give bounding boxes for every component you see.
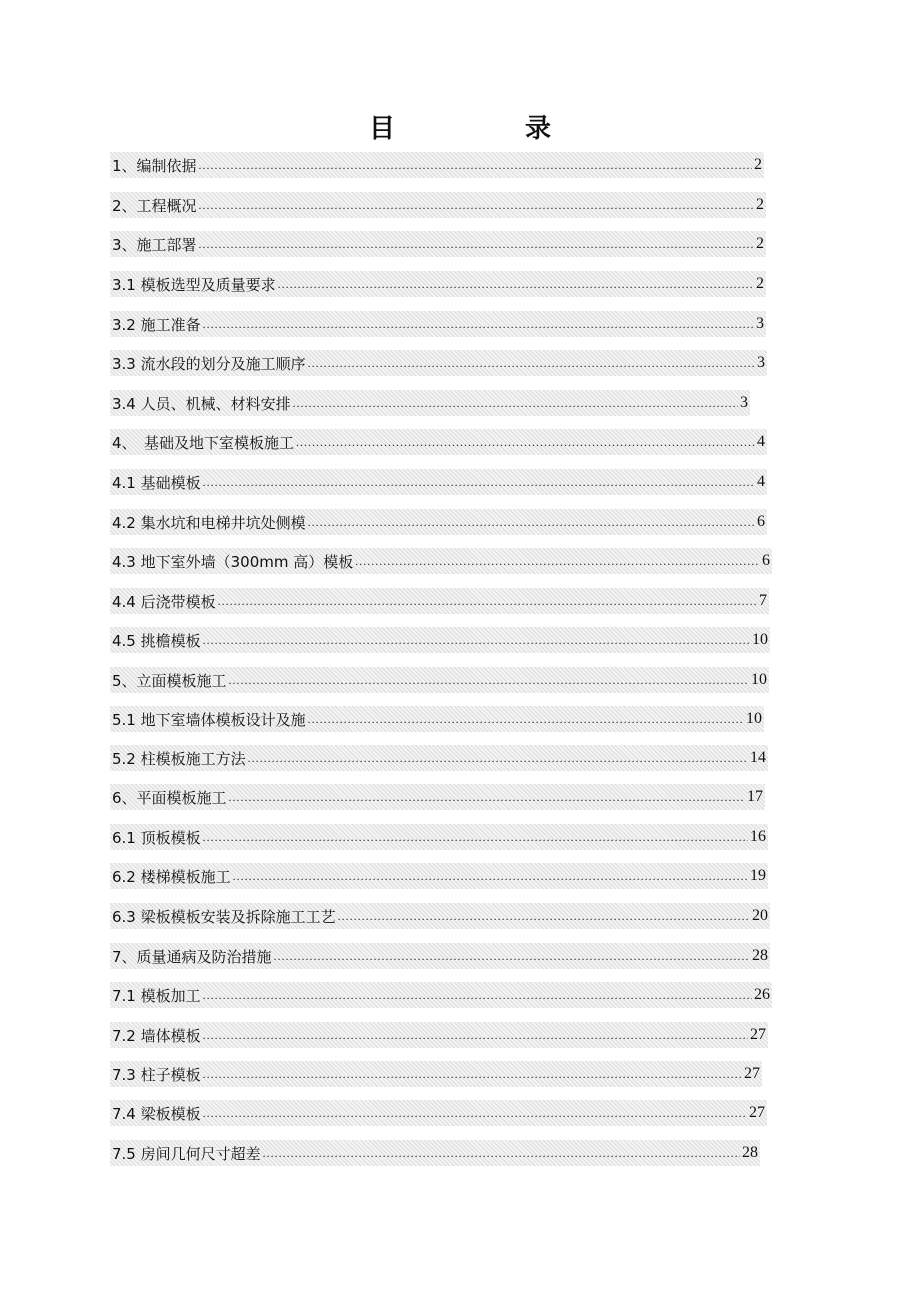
toc-entry-label: 7.5 房间几何尺寸超差 <box>112 1144 261 1163</box>
toc-entry[interactable] <box>110 192 766 218</box>
toc-entry-label: 2、工程概况 <box>112 196 197 215</box>
toc-dot-leader <box>203 1028 748 1048</box>
toc-entry-page-number: 4 <box>757 433 765 450</box>
toc-entry-page-number: 2 <box>756 275 764 292</box>
toc-entry-page-number: 6 <box>762 552 770 569</box>
toc-dot-leader <box>274 949 750 969</box>
toc-entry-label: 5.2 柱模板施工方法 <box>112 749 246 768</box>
toc-entry-label: 3、施工部署 <box>112 235 197 254</box>
toc-entry-page-number: 27 <box>744 1065 760 1082</box>
toc-dot-leader <box>203 1106 747 1126</box>
toc-dot-leader <box>203 317 754 337</box>
toc-entry[interactable] <box>110 350 767 376</box>
toc-dot-leader <box>355 554 760 574</box>
toc-entry[interactable] <box>110 943 770 969</box>
toc-entry[interactable] <box>110 863 768 889</box>
toc-entry-label: 7、质量通病及防治措施 <box>112 947 272 966</box>
toc-entry-label: 4.2 集水坑和电梯井坑处侧模 <box>112 513 306 532</box>
toc-entry[interactable] <box>110 627 770 653</box>
toc-entry[interactable] <box>110 1140 760 1166</box>
toc-dot-leader <box>308 356 755 376</box>
toc-entry-page-number: 20 <box>752 907 768 924</box>
toc-entry[interactable] <box>110 271 766 297</box>
toc-entry-page-number: 19 <box>750 867 766 884</box>
toc-entry[interactable] <box>110 982 772 1008</box>
toc-entry-label: 4、 基础及地下室模板施工 <box>112 433 295 452</box>
toc-entry-page-number: 27 <box>750 1026 766 1043</box>
toc-entry-page-number: 28 <box>752 947 768 964</box>
toc-dot-leader <box>199 198 754 218</box>
toc-dot-leader <box>263 1146 740 1166</box>
toc-entry[interactable] <box>110 784 765 810</box>
toc-entry-label: 4.1 基础模板 <box>112 473 201 492</box>
toc-dot-leader <box>293 396 738 416</box>
toc-entry[interactable] <box>110 469 767 495</box>
toc-entry[interactable] <box>110 903 770 929</box>
toc-dot-leader <box>338 909 750 929</box>
toc-entry-label: 6、平面模板施工 <box>112 788 227 807</box>
toc-entry-label: 3.2 施工准备 <box>112 315 201 334</box>
toc-entry-page-number: 17 <box>747 788 763 805</box>
toc-entry-page-number: 4 <box>757 473 765 490</box>
toc-entry[interactable] <box>110 588 769 614</box>
toc-entry[interactable] <box>110 509 767 535</box>
toc-entry[interactable] <box>110 1022 768 1048</box>
toc-entry-page-number: 2 <box>754 156 762 173</box>
toc-entry-label: 7.4 梁板模板 <box>112 1104 201 1123</box>
toc-dot-leader <box>203 988 752 1008</box>
toc-entry-label: 7.1 模板加工 <box>112 986 201 1005</box>
toc-entry-page-number: 2 <box>756 235 764 252</box>
toc-entry-page-number: 14 <box>750 749 766 766</box>
toc-dot-leader <box>248 751 748 771</box>
toc-entry-page-number: 10 <box>751 671 767 688</box>
toc-entry-page-number: 28 <box>742 1144 758 1161</box>
toc-dot-leader <box>308 712 744 732</box>
toc-entry-page-number: 27 <box>749 1104 765 1121</box>
toc-entry[interactable] <box>110 667 769 693</box>
toc-entry-label: 4.4 后浇带模板 <box>112 592 216 611</box>
toc-entry-label: 4.3 地下室外墙（300mm 高）模板 <box>112 552 354 571</box>
toc-entry[interactable] <box>110 824 768 850</box>
toc-dot-leader <box>199 158 752 178</box>
toc-entry-page-number: 3 <box>756 315 764 332</box>
toc-dot-leader <box>278 277 754 297</box>
toc-entry-label: 7.3 柱子模板 <box>112 1065 201 1084</box>
toc-entry-label: 3.1 模板选型及质量要求 <box>112 275 276 294</box>
toc-entry[interactable] <box>110 311 766 337</box>
toc-dot-leader <box>203 1067 742 1087</box>
toc-entry-label: 1、编制依据 <box>112 156 197 175</box>
toc-entry-label: 4.5 挑檐模板 <box>112 631 201 650</box>
toc-entry-page-number: 2 <box>756 196 764 213</box>
toc-entry-page-number: 3 <box>740 394 748 411</box>
toc-entry-label: 6.3 梁板模板安装及拆除施工工艺 <box>112 907 336 926</box>
toc-dot-leader <box>229 790 745 810</box>
toc-entry[interactable] <box>110 390 750 416</box>
toc-entry-page-number: 16 <box>750 828 766 845</box>
toc-dot-leader <box>229 673 749 693</box>
toc-entry[interactable] <box>110 1100 767 1126</box>
toc-entry-label: 3.4 人员、机械、材料安排 <box>112 394 291 413</box>
toc-dot-leader <box>296 435 755 455</box>
toc-entry[interactable] <box>110 745 768 771</box>
toc-entry-page-number: 3 <box>757 354 765 371</box>
toc-dot-leader <box>218 594 757 614</box>
toc-entry-page-number: 7 <box>759 592 767 609</box>
toc-entry[interactable] <box>110 429 767 455</box>
toc-dot-leader <box>203 830 748 850</box>
toc-entry-label: 5.1 地下室墙体模板设计及施 <box>112 710 306 729</box>
toc-entry-label: 3.3 流水段的划分及施工顺序 <box>112 354 306 373</box>
toc-entry-label: 6.2 楼梯模板施工 <box>112 867 231 886</box>
toc-dot-leader <box>308 515 755 535</box>
toc-dot-leader <box>203 475 755 495</box>
toc-entry[interactable] <box>110 548 772 574</box>
toc-entry[interactable] <box>110 152 764 178</box>
toc-entry[interactable] <box>110 1061 762 1087</box>
toc-entry-page-number: 26 <box>754 986 770 1003</box>
toc-entry-page-number: 6 <box>757 513 765 530</box>
toc-entry[interactable] <box>110 706 764 732</box>
toc-dot-leader <box>203 633 750 653</box>
toc-entry[interactable] <box>110 231 766 257</box>
toc-dot-leader <box>199 237 754 257</box>
toc-dot-leader <box>233 869 748 889</box>
toc-entry-label: 7.2 墙体模板 <box>112 1026 201 1045</box>
toc-entry-page-number: 10 <box>746 710 762 727</box>
toc-entry-page-number: 10 <box>752 631 768 648</box>
toc-title: 目 录 <box>368 114 603 144</box>
toc-entry-label: 6.1 顶板模板 <box>112 828 201 847</box>
toc-entry-label: 5、立面模板施工 <box>112 671 227 690</box>
